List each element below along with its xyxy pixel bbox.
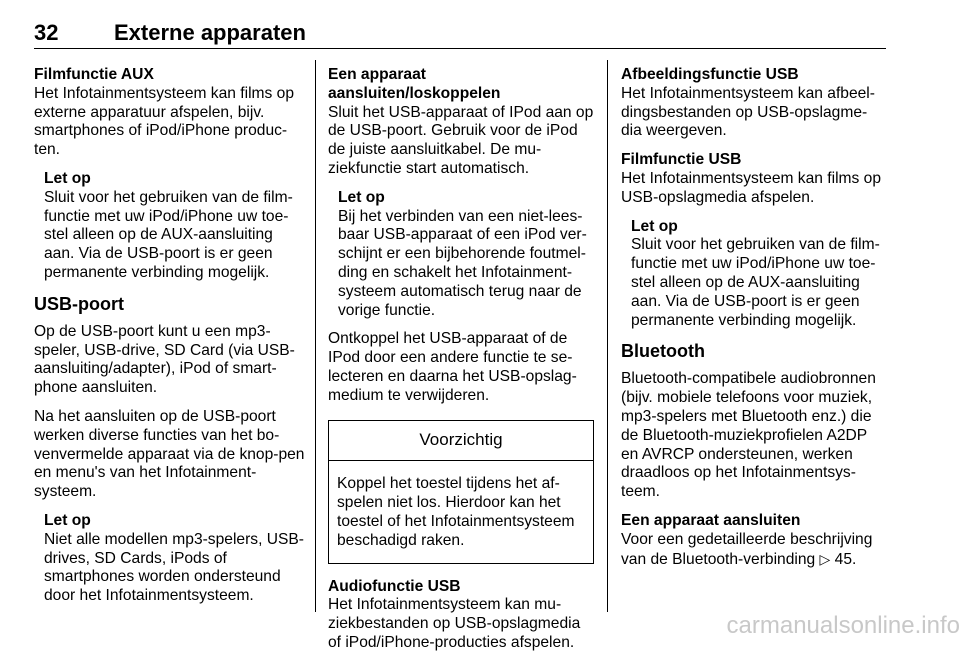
- section-title: Filmfunctie USB: [621, 151, 742, 169]
- page-title: Externe apparaten: [114, 20, 306, 45]
- column-1: [34, 66, 306, 616]
- paragraph: Ontkoppel het USB-apparaat of de IPod door een andere functie te se-lecteren en daarna het USB-opslag-medium te verwijderen.: [328, 330, 577, 404]
- note-title: Let op: [631, 217, 678, 235]
- page-reference-link[interactable]: 45.: [834, 550, 857, 568]
- note-title: Let op: [44, 169, 91, 187]
- column-2: [328, 66, 594, 663]
- note-block: [44, 170, 306, 283]
- column-divider: [607, 60, 608, 612]
- watermark: carmanualsonline.info: [726, 612, 960, 639]
- paragraph: Na het aansluiten op de USB-poort werken diverse functies van het bo-venvermelde apparaat via de knop-pen en menu's van het Infotainment-systeem.: [34, 407, 305, 501]
- section-text: Het Infotainmentsysteem kan afbeel-dingsbestanden op USB-opslagme-dia weergeven.: [621, 84, 875, 140]
- warning-box: [328, 420, 594, 564]
- bluetooth-heading: Bluetooth: [621, 341, 705, 362]
- section-image-usb: [621, 66, 887, 141]
- note-text: Niet alle modellen mp3-spelers, USB-drives, SD Cards, iPods of smartphones worden ondersteund door het Infotainmentsysteem.: [44, 530, 304, 605]
- column-3: [621, 66, 887, 579]
- usb-heading: USB-poort: [34, 293, 124, 314]
- section-text: Sluit het USB-apparaat of IPod aan op de USB-poort. Gebruik voor de iPod de juiste aansluitkabel. De mu-ziekfunctie start automatisch.: [328, 103, 594, 177]
- section-title: Audiofunctie USB: [328, 577, 461, 595]
- note-title: Let op: [44, 511, 91, 529]
- note-text: Bij het verbinden van een niet-lees-baar USB-apparaat of een iPod ver-schijnt er een bijbehorende foutmel-ding en schakelt het Infotainment-systeem automatisch terug naar de vorige functie.: [338, 207, 587, 319]
- section-text: Het Infotainmentsysteem kan mu-ziekbestanden op USB-opslagmedia of iPod/iPhone-producties afspelen.: [328, 596, 581, 651]
- note-block: [338, 189, 594, 321]
- note-text: Sluit voor het gebruiken van de film-functie met uw iPod/iPhone uw toe-stel alleen op de AUX-aansluiting aan. Via de USB-poort is er geen permanente verbinding mogelijk.: [44, 188, 293, 281]
- note-block: [631, 218, 887, 331]
- section-title: Afbeeldingsfunctie USB: [621, 66, 799, 83]
- warning-text: Koppel het toestel tijdens het af-spelen niet los. Hierdoor kan het toestel of het Infotainmentsysteem beschadigd raken.: [337, 475, 575, 549]
- section-connect: [328, 66, 594, 179]
- section-audio-usb: [328, 578, 594, 653]
- section-film-usb: [621, 151, 887, 207]
- section-title: Een apparaat aansluiten/loskoppelen: [328, 66, 501, 102]
- page-number: 32: [34, 20, 59, 45]
- note-title: Let op: [338, 188, 385, 206]
- section-connect-device: [621, 512, 887, 569]
- section-title: Filmfunctie AUX: [34, 66, 154, 83]
- paragraph: Bluetooth-compatibele audiobronnen (bijv. mobiele telefoons voor muziek, mp3-spelers met Bluetooth enz.) die de Bluetooth-muziekprofielen A2DP en AVRCP ondersteunen, werken draadloos op het Infotainmentsys-teem.: [621, 370, 876, 501]
- section-aux-film: [34, 66, 306, 160]
- page-header: [34, 0, 886, 49]
- note-text: Sluit voor het gebruiken van de film-functie met uw iPod/iPhone uw toe-stel alleen op de AUX-aansluiting aan. Via de USB-poort is er geen permanente verbinding mogelijk.: [631, 236, 880, 329]
- column-divider: [315, 60, 316, 612]
- note-block: [44, 512, 306, 606]
- section-text: Het Infotainmentsysteem kan films op USB-opslagmedia afspelen.: [621, 169, 882, 206]
- section-text: Het Infotainmentsysteem kan films op externe apparatuur afspelen, bijv. smartphones of iPod/iPhone produc-ten.: [34, 84, 295, 159]
- section-title: Een apparaat aansluiten: [621, 511, 801, 529]
- paragraph: Op de USB-poort kunt u een mp3-speler, USB-drive, SD Card (via USB-aansluiting/adapter), iPod of smart-phone aansluiten.: [34, 322, 295, 397]
- page-reference-icon: ▷: [819, 550, 831, 567]
- section-text: Voor een gedetailleerde beschrijving van de Bluetooth-verbinding: [621, 530, 873, 568]
- warning-title: Voorzichtig: [329, 421, 593, 462]
